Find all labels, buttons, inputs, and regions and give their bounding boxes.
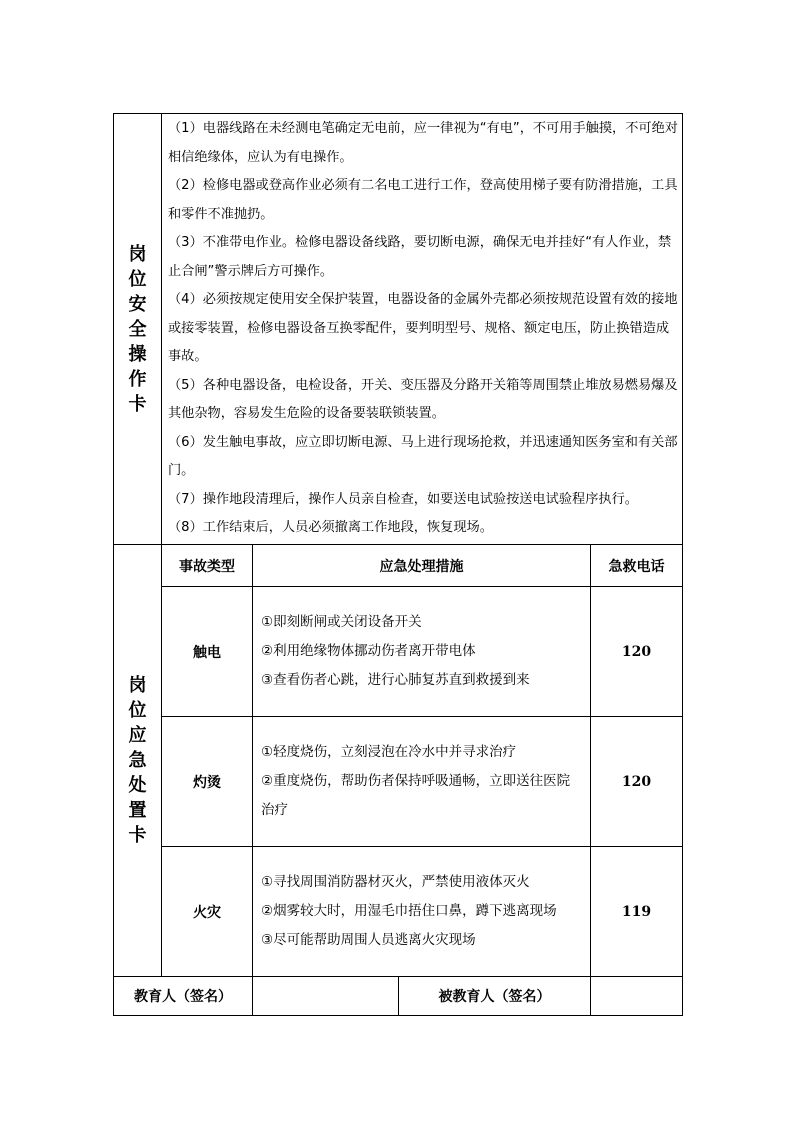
safety-rule: （5）各种电器设备，电检设备，开关、变压器及分路开关箱等周围禁止堆放易燃易爆及其他杂物，容易发生危险的设备要装联锁装置。: [168, 377, 678, 422]
safety-operation-row: [114, 114, 683, 545]
safety-rule: （8）工作结束后，人员必须撤离工作地段，恢复现场。: [168, 520, 493, 536]
measure-item: ①轻度烧伤，立刻浸泡在冷水中并寻求治疗: [261, 744, 517, 760]
educator-signature-field[interactable]: [253, 977, 399, 1016]
safety-rule: （4）必须按规定使用安全保护装置，电器设备的金属外壳都必须按规范设置有效的接地或接零装置，检修电器设备互换零配件，要判明型号、规格、额定电压，防止换错造成事故。: [168, 292, 678, 365]
title-char: 岗: [128, 243, 147, 265]
emergency-header-row: [114, 545, 683, 587]
measure-item: ②利用绝缘物体挪动伤者离开带电体: [261, 643, 476, 659]
measure-item: ②烟雾较大时，用湿毛巾捂住口鼻，蹲下逃离现场: [261, 903, 557, 919]
title-char: 卡: [128, 393, 147, 415]
title-char: 作: [128, 368, 147, 390]
safety-card-title: [114, 114, 162, 545]
educatee-label: 被教育人（签名）: [399, 977, 591, 1016]
safety-rule: （7）操作地段清理后，操作人员亲自检查，如要送电试验按送电试验程序执行。: [168, 491, 638, 507]
table-row: [114, 587, 683, 717]
header-accident-type: 事故类型: [162, 545, 253, 587]
title-char: 位: [128, 700, 147, 721]
safety-rule: （2）检修电器或登高作业必须有二名电工进行工作，登高使用梯子要有防滑措施，工具和零件不准抛扔。: [168, 178, 678, 222]
header-phone: 急救电话: [591, 545, 683, 587]
table-row: [114, 717, 683, 847]
emergency-measures: [253, 717, 591, 847]
emergency-measures: [253, 587, 591, 717]
title-char: 处: [128, 775, 147, 796]
safety-rule: （3）不准带电作业。检修电器设备线路，要切断电源，确保无电并挂好“有人作业，禁止合闸”警示牌后方可操作。: [168, 235, 672, 279]
title-char: 全: [128, 318, 147, 340]
emergency-phone: 120: [591, 717, 683, 847]
title-char: 应: [128, 725, 147, 746]
accident-type: 触电: [162, 587, 253, 717]
educatee-signature-field[interactable]: [591, 977, 683, 1016]
signature-row: [114, 977, 683, 1016]
safety-rules: [162, 114, 683, 545]
safety-rule: （1）电器线路在未经测电笔确定无电前，应一律视为“有电”，不可用手触摸，不可绝对相信绝缘体，应认为有电操作。: [168, 121, 678, 165]
measure-item: ③尽可能帮助周围人员逃离火灾现场: [261, 932, 476, 948]
emergency-phone: 120: [591, 587, 683, 717]
title-char: 安: [128, 293, 147, 315]
header-measures: 应急处理措施: [253, 545, 591, 587]
table-row: [114, 847, 683, 977]
measure-item: ②重度烧伤，帮助伤者保持呼吸通畅，立即送往医院治疗: [261, 773, 571, 818]
emergency-card-title: [114, 545, 162, 977]
title-char: 位: [128, 268, 147, 290]
title-char: 操: [128, 343, 147, 365]
accident-type: 灼烫: [162, 717, 253, 847]
title-char: 卡: [128, 825, 147, 846]
measure-item: ③查看伤者心跳，进行心肺复苏直到救援到来: [261, 672, 530, 688]
title-char: 置: [128, 800, 147, 821]
title-char: 急: [128, 750, 147, 771]
safety-rule: （6）发生触电事故，应立即切断电源、马上进行现场抢救，并迅速通知医务室和有关部门。: [168, 434, 678, 479]
emergency-measures: [253, 847, 591, 977]
title-char: 岗: [128, 675, 147, 696]
measure-item: ①寻找周围消防器材灭火，严禁使用液体灭火: [261, 874, 530, 890]
emergency-phone: 119: [591, 847, 683, 977]
safety-card-table: [113, 113, 683, 1016]
educator-label: 教育人（签名）: [114, 977, 253, 1016]
accident-type: 火灾: [162, 847, 253, 977]
measure-item: ①即刻断闸或关闭设备开关: [261, 614, 422, 630]
